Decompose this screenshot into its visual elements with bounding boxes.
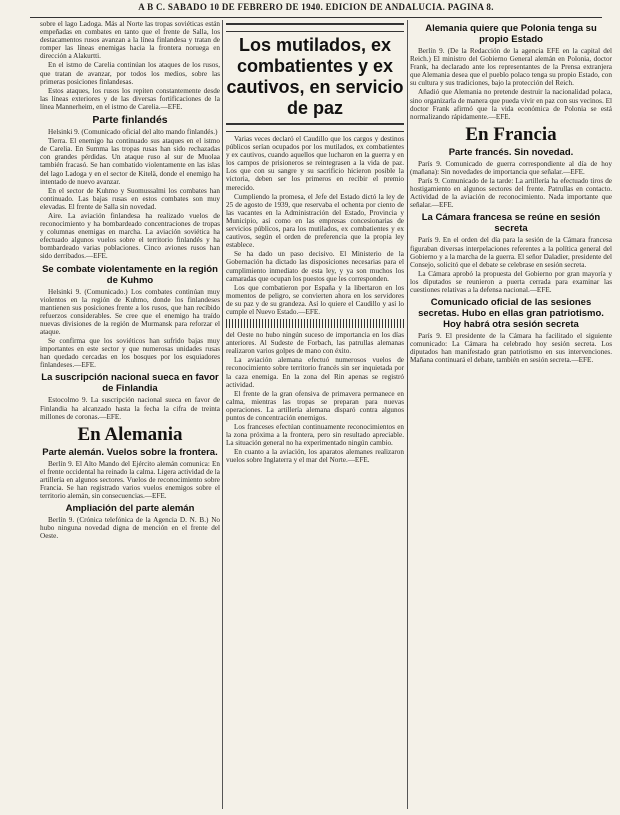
paragraph: del Oeste no hubo ningún suceso de importancia en los días anteriores. Al Sudeste de Forbach, las patrullas alemanas realizaron varios golpes de mano con éxito. <box>226 331 404 356</box>
paragraph: En el istmo de Carelia continúan los ataques de los rusos, que tratan de avanzar, por todos los medios, sobre las primeras posiciones finlandesas. <box>40 61 220 86</box>
paragraph: Varias veces declaró el Caudillo que los cargos y destinos públicos serían ocupados por los mutilados, ex combatientes y ex cautivos, cuando aquellos que lucharon en la guerra y en los campos de prisioneros se reintegrasen a la vida de paz. Los que con su sangre y su sacrificio hicieron posible la victoria, deben ser los primeros en recibir el premio merecido. <box>226 135 404 192</box>
section-subheading: Parte francés. Sin novedad. <box>448 146 574 158</box>
paragraph: Berlín 9. (Crónica telefónica de la Agencia D. N. B.) No hubo ninguna novedad digna de mención en el frente del Oeste. <box>40 516 220 541</box>
paragraph: El frente de la gran ofensiva de primavera permanece en calma, mientras las tropas se preparan para nuevas operaciones. La artillería alemana disparó contra algunos puntos de concentración enemigos. <box>226 389 404 422</box>
paragraph: París 9. En el orden del día para la sesión de la Cámara francesa figuraban diversas interpelaciones referentes a la política general del Gobierno y a la marcha de la guerra. El señor Daladier, presidente del Consejo, solicitó que el debate se celebrase en sesión secreta. <box>410 236 612 269</box>
ornament-rule <box>226 319 404 328</box>
section-heading: Parte finlandés <box>92 114 168 127</box>
divider <box>226 123 404 132</box>
section-heading: Comunicado oficial de las sesiones secretas. Hubo en ellas gran patriotismo. Hoy habrá otra sesión secreta <box>418 297 604 331</box>
paragraph: Estocolmo 9. La suscripción nacional sueca en favor de Finlandia ha alcanzado hasta la fecha la cifra de treinta millones de coronas.—EFE. <box>40 396 220 421</box>
paragraph: Aire. La aviación finlandesa ha realizado vuelos de reconocimiento y ha bombardeado concentraciones de tropas y columnas enemigas en marcha. La aviación soviética ha efectuado algunos vuelos sobre el territorio finlandés y ha bombardeado varias poblaciones. Cinco aviones rusos han sido derribados.—EFE. <box>40 211 220 261</box>
paragraph: París 9. El presidente de la Cámara ha facilitado el siguiente comunicado: La Cámara ha celebrado hoy sesión secreta. Los diputados han manifestado gran patriotismo en sus intervenciones. Mañana continuará el debate, también en sesión secreta.—EFE. <box>410 332 612 365</box>
main-headline: Los mutilados, ex combatientes y ex cautivos, en servicio de paz <box>226 35 404 118</box>
paragraph: La aviación alemana efectuó numerosos vuelos de reconocimiento sobre territorio francés sin ser inquietada por la caza enemiga. En la zona del Rin apenas se registró actividad. <box>226 356 404 389</box>
paragraph: sobre el lago Ladoga. Más al Norte las tropas soviéticas están empeñadas en combates en tanto que el frente de Salla, los destacamentos rusos avanzan a la línea finlandesa y tratan de romper las líneas enemigas hacia la frontera noruega en dirección a Alakurtti. <box>40 20 220 61</box>
paragraph: Tierra. El enemigo ha continuado sus ataques en el istmo de Carelia. En Summa las tropas rusas han sido rechazadas con grandes pérdidas. Un ataque ruso al sur de Muolaa también fracasó. Se han combatido violentamente en las islas del lago Ladoga y en el sector de Kitelä, donde el enemigo ha intentado de nuevo avanzar. <box>40 137 220 186</box>
column-rule <box>407 20 408 809</box>
paragraph: Helsinki 9. (Comunicado.) Los combates continúan muy violentos en la región de Kuhmo, donde los finlandeses mantienen sus posiciones frente a los rusos, que han recibido refuerzos considerables. Se cree que el enemigo ha traído nuevas divisiones de la región de Murmansk para reforzar el ataque. <box>40 287 220 336</box>
section-heading: Alemania quiere que Polonia tenga su propio Estado <box>425 23 597 45</box>
paragraph: En el sector de Kuhmo y Suomussalmi los combates han continuado. Las bajas rusas en estos combates son muy elevadas. El frente de Salla sin novedad. <box>40 186 220 211</box>
paragraph: París 9. Comunicado de guerra correspondiente al día de hoy (mañana): Sin novedades de importancia que señalar.—EFE. <box>410 159 612 176</box>
paragraph: París 9. Comunicado de la tarde: La artillería ha efectuado tiros de hostigamiento en algunos sectores del frente. Patrullas en contacto. Actividad de la aviación de reconocimiento. Nada importante que señalar.—EFE. <box>410 177 612 210</box>
section-heading: La suscripción nacional sueca en favor de Finlandia <box>41 372 219 395</box>
paragraph: La Cámara aprobó la propuesta del Gobierno por gran mayoría y los diputados se reunieron a puerta cerrada para examinar las cuestiones relativas a la defensa nacional.—EFE. <box>410 269 612 294</box>
column-3 <box>410 20 612 809</box>
paragraph: Helsinki 9. (Comunicado oficial del alto mando finlandés.) <box>48 128 218 137</box>
section-heading: En Alemania <box>77 423 183 445</box>
paragraph: Se ha dado un paso decisivo. El Ministerio de la Gobernación ha dictado las disposiciones necesarias para el cumplimiento inmediato de esta ley, y ya son muchos los camaradas que ocupan los puestos que les corresponden. <box>226 250 404 283</box>
column-1 <box>40 20 220 809</box>
column-2 <box>226 20 404 809</box>
section-subheading: Parte alemán. Vuelos sobre la frontera. <box>42 446 218 458</box>
paragraph: Berlín 9. El Alto Mando del Ejército alemán comunica: En el frente occidental ha reinado la calma. Ligera actividad de la artillería en algunos sectores. Vuelos de reconocimiento sobre Francia. Se han registrado varios vuelos enemigos sobre el territorio alemán, sin consecuencias.—EFE. <box>40 459 220 501</box>
column-rule <box>222 20 223 809</box>
paragraph: En cuanto a la aviación, los aparatos alemanes realizaron vuelos sobre Inglaterra y el mar del Norte.—EFE. <box>226 448 404 465</box>
section-heading: Ampliación del parte alemán <box>65 503 195 515</box>
running-header: A B C. SABADO 10 DE FEBRERO DE 1940. EDICION DE ANDALUCIA. PAGINA 8. <box>30 2 602 18</box>
paragraph: Se confirma que los soviéticos han sufrido bajas muy importantes en este sector y que numerosas unidades rusas han quedado cercadas en los bosques por los esquiadores finlandeses.—EFE. <box>40 337 220 370</box>
section-heading: La Cámara francesa se reúne en sesión secreta <box>421 212 601 235</box>
divider <box>226 23 404 32</box>
section-heading: Se combate violentamente en la región de Kuhmo <box>42 263 218 286</box>
paragraph: Los que combatieron por España y la libertaron en los momentos de peligro, se convierten ahora en los servidores de su paz y de su grandeza. Así lo quiere el Caudillo y así lo cumple el Nuevo Estado.—EFE. <box>226 283 404 316</box>
paragraph: Berlín 9. (De la Redacción de la agencia EFE en la capital del Reich.) El ministro del Gobierno General alemán en Polonia, doctor Frank, ha declarado ante los representantes de la Prensa extranjera que Alemania desea que el pueblo polaco tenga su propio Estado, con su cultura y sus tradiciones, bajo la protección del Reich. <box>410 47 612 88</box>
paragraph: Añadió que Alemania no pretende destruir la nacionalidad polaca, sino organizarla de manera que pueda vivir en paz con sus vecinos. El doctor Frank afirmó que la vida económica de Polonia se está normalizando rápidamente.—EFE. <box>410 88 612 121</box>
paragraph: Los franceses efectúan continuamente reconocimientos en la zona próxima a la frontera, pero sin resultado apreciable. La situación general no ha experimentado ningún cambio. <box>226 423 404 448</box>
section-heading: En Francia <box>465 123 557 145</box>
paragraph: Estos ataques, los rusos los repiten constantemente desde las líneas exteriores y de las diversas fortificaciones de la línea Mannerheim, en el istmo de Carelia.—EFE. <box>40 86 220 111</box>
paragraph: Cumpliendo la promesa, el Jefe del Estado dictó la ley de 25 de agosto de 1939, que reservaba el ochenta por ciento de las vacantes en la Administración del Estado, Provincia y Municipio, así como en las empresas concesionarias de servicios públicos, para los mutilados, ex combatientes y ex cautivos, según el orden de preferencia que la propia ley establece. <box>226 192 404 250</box>
